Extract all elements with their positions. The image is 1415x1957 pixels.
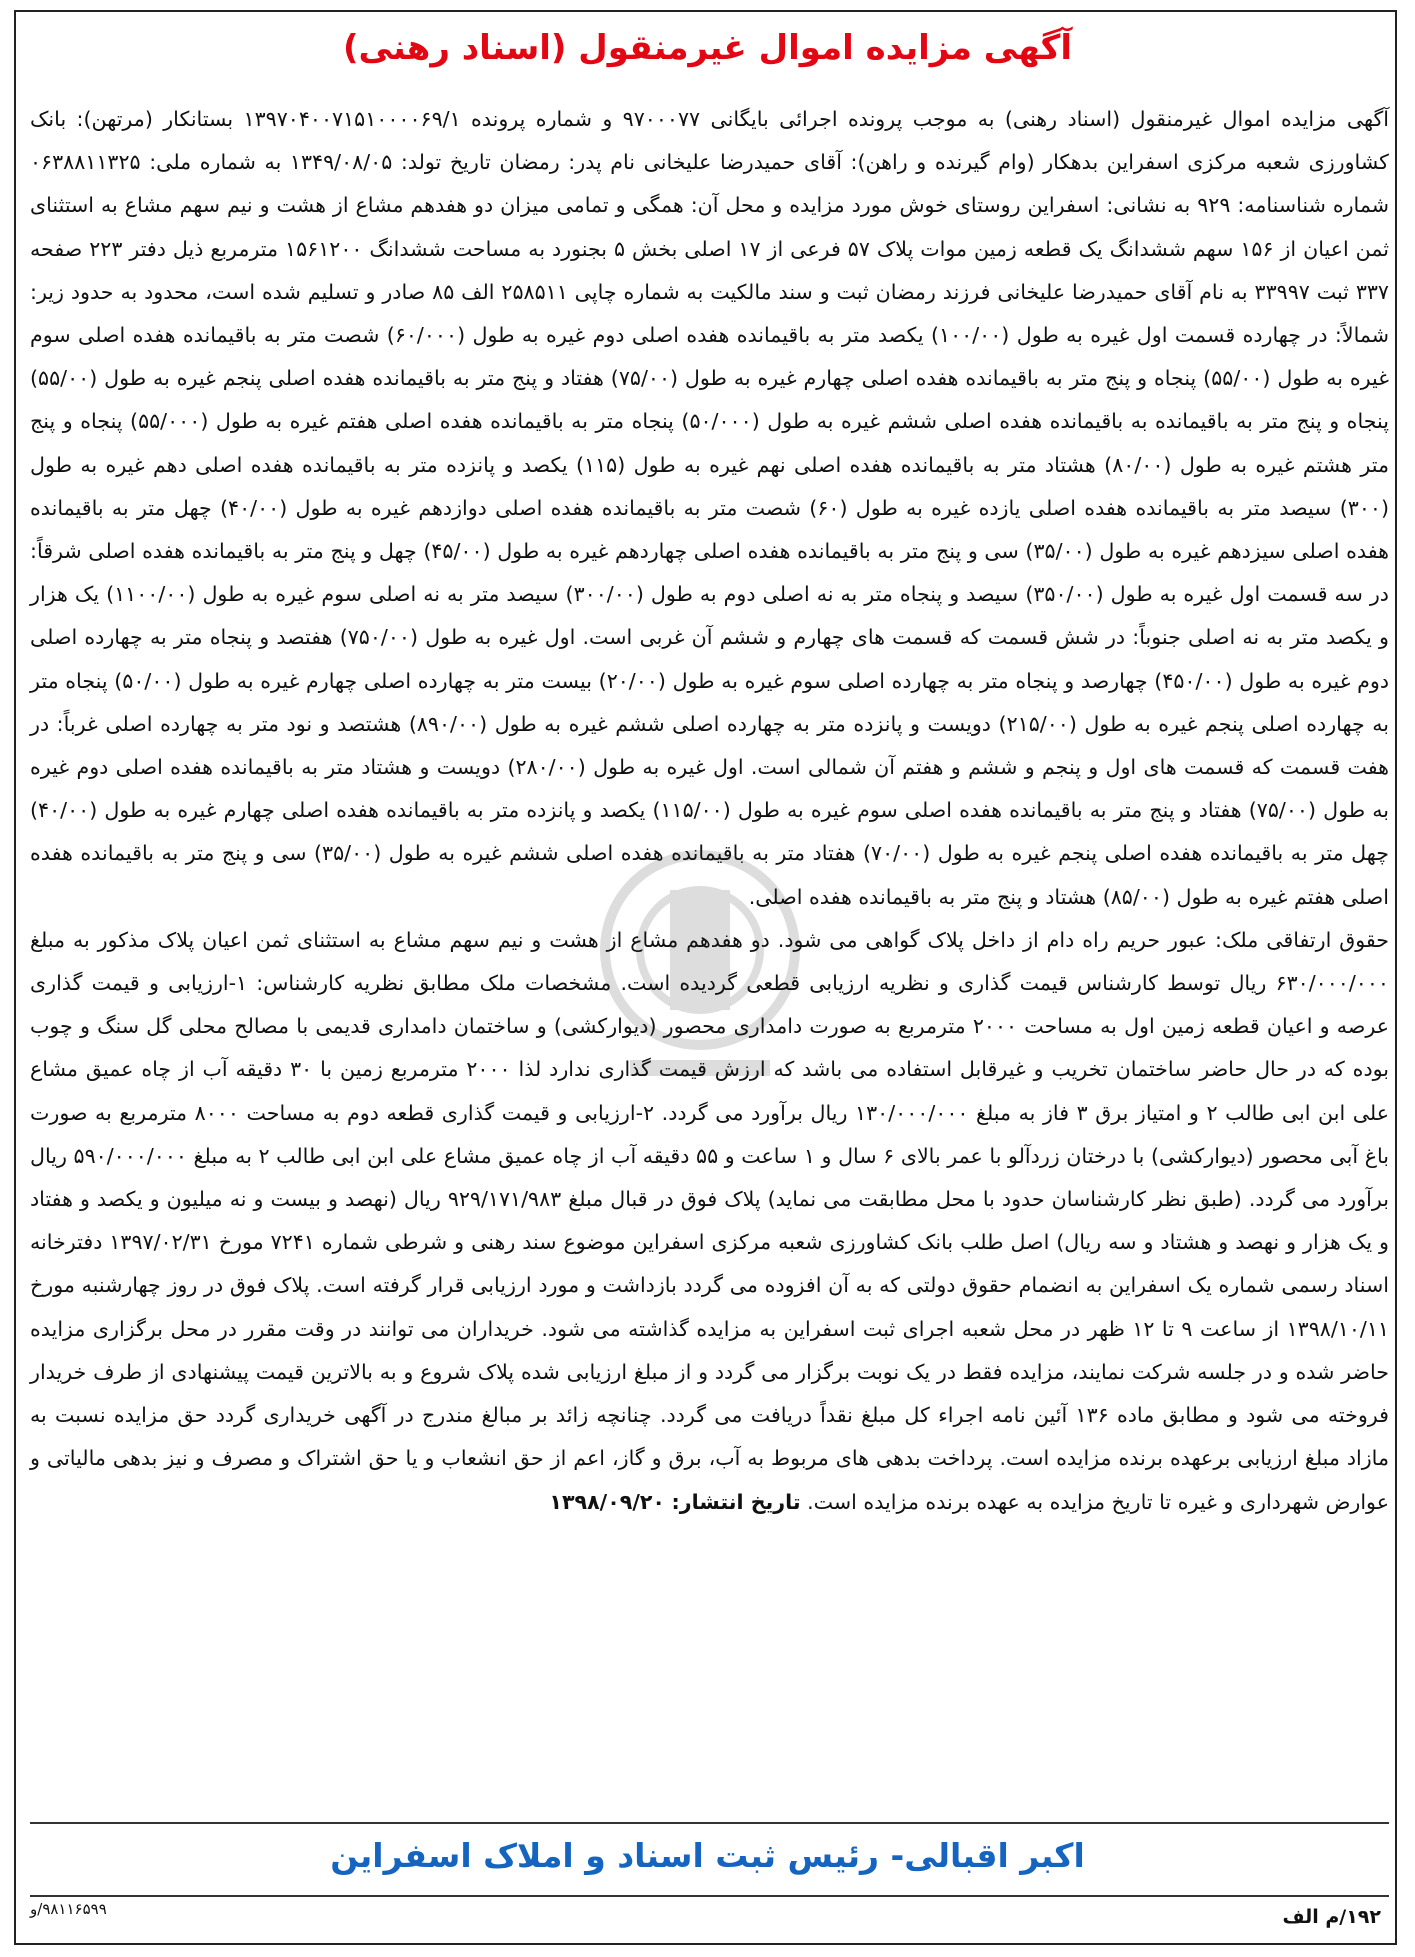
- notice-paragraph-2: حقوق ارتفاقی ملک: عبور حریم راه دام از داخل پلاک گواهی می شود. دو هفدهم مشاع از هشت و نیم سهم مشاع به استثنای ثمن اعیان پلاک مذکور به مبلغ ۶۳۰/۰۰۰/۰۰۰ ریال توسط کارشناس قیمت گذاری و نظریه ارزیابی قطعی گردیده است. مشخصات ملک مطابق نظریه کارشناس: ۱-ارزیابی و قیمت گذاری عرصه و اعیان قطعه زمین اول به مساحت ۲۰۰۰ مترمربع به صورت دامداری محصور (دیوارکشی) و ساختمان دامداری قدیمی با مصالح محلی گل سنگ و چوب بوده که در حال حاضر ساختمان تخریب و غیرقابل استفاده می باشد که ارزش قیمت گذاری ندارد لذا ۲۰۰۰ مترمربع زمین با ۳۰ دقیقه آب از چاه عمیق مشاع علی ابن ابی طالب ۲ و امتیاز برق ۳ فاز به مبلغ ۱۳۰/۰۰۰/۰۰۰ ریال برآورد می گردد. ۲-ارزیابی و قیمت گذاری قطعه دوم به مساحت ۸۰۰۰ مترمربع به صورت باغ آبی محصور (دیوارکشی) با درختان زردآلو با عمر بالای ۶ سال و ۱ ساعت و ۵۵ دقیقه آب از چاه عمیق مشاع علی ابن ابی طالب ۲ به مبلغ ۵۹۰/۰۰۰/۰۰۰ ریال برآورد می گردد. (طبق نظر کارشناسان حدود با محل مطابقت می نماید) پلاک فوق در قبال مبلغ ۹۲۹/۱۷۱/۹۸۳ ریال (نهصد و بیست و نه میلیون و یکصد و هفتاد و یک هزار و نهصد و هشتاد و سه ریال) اصل طلب بانک کشاورزی شعبه مرکزی اسفراین موضوع سند رهنی و شرطی شماره ۷۲۴۱ مورخ ۱۳۹۷/۰۲/۳۱ دفترخانه اسناد رسمی شماره یک اسفراین به انضمام حقوق دولتی که به آن افزوده می گردد بازداشت و مورد ارزیابی قرار گرفته است. پلاک فوق در روز چهارشنبه مورخ ۱۳۹۸/۱۰/۱۱ از ساعت ۹ تا ۱۲ ظهر در محل شعبه اجرای ثبت اسفراین به مزایده گذاشته می شود. خریداران می توانند در وقت مقرر در محل برگزاری مزایده حاضر شده و در جلسه شرکت نمایند، مزایده فقط در یک نوبت برگزار می گردد و از مبلغ ارزیابی شده پلاک شروع و به بالاترین قیمت پیشنهادی از طرف خریدار فروخته می شود و مطابق ماده ۱۳۶ آئین نامه اجراء کل مبلغ نقداً دریافت می گردد. چنانچه زائد بر مبالغ مندرج در آگهی خریداری گردد حق مزایده نسبت به مازاد مبلغ ارزیابی برعهده برنده مزایده است. پرداخت بدهی های مربوط به آب، برق و گاز، اعم از حق انشعاب و یا حق اشتراک و مصرف و نیز بدهی مالیاتی و عوارض شهرداری و غیره تا تاریخ مزایده به عهده برنده مزایده است.: [30, 927, 1390, 1514]
- footer-divider: [30, 1895, 1389, 1897]
- signature-top-divider: [30, 1822, 1389, 1824]
- notice-paragraph-1: آگهی مزایده اموال غیرمنقول (اسناد رهنی) به موجب پرونده اجرائی بایگانی ۹۷۰۰۰۷۷ و شماره پرونده ۱۳۹۷۰۴۰۰۷۱۵۱۰۰۰۰۶۹/۱ بستانکار (مرتهن): بانک کشاورزی شعبه مرکزی اسفراین بدهکار (وام گیرنده و راهن): آقای حمیدرضا علیخانی نام پدر: رمضان تاریخ تولد: ۱۳۴۹/۰۸/۰۵ به شماره ملی: ۰۶۳۸۸۱۱۳۲۵ شماره شناسنامه: ۹۲۹ به نشانی: اسفراین روستای خوش مورد مزایده و محل آن: همگی و تمامی میزان دو هفدهم مشاع از هشت و نیم سهم مشاع به استثنای ثمن اعیان از ۱۵۶ سهم ششدانگ یک قطعه زمین موات پلاک ۵۷ فرعی از ۱۷ اصلی بخش ۵ بجنورد به مساحت ششدانگ ۱۵۶۱۲۰۰ مترمربع ذیل دفتر ۲۲۳ صفحه ۳۳۷ ثبت ۳۳۹۹۷ به نام آقای حمیدرضا علیخانی فرزند رمضان ثبت و سند مالکیت به شماره چاپی ۲۵۸۵۱۱ الف ۸۵ صادر و تسلیم شده است، محدود به حدود زیر: شمالاً: در چهارده قسمت اول غیره به طول (۱۰۰/۰۰) یکصد متر به باقیمانده هفده اصلی دوم غیره به طول (۶۰/۰۰۰) شصت متر به باقیمانده هفده اصلی سوم غیره به طول (۵۵/۰۰) پنجاه و پنج متر به باقیمانده هفده اصلی چهارم غیره به طول (۷۵/۰۰) هفتاد و پنج متر به باقیمانده هفده اصلی پنجم غیره به طول (۵۵/۰۰) پنجاه و پنج متر به باقیمانده به باقیمانده هفده اصلی ششم غیره به طول (۵۰/۰۰۰) پنجاه متر به باقیمانده هفده اصلی هفتم غیره به طول (۵۵/۰۰۰) پنجاه و پنج متر هشتم غیره به طول (۸۰/۰۰) هشتاد متر به باقیمانده هفده اصلی نهم غیره به طول (۱۱۵) یکصد و پانزده متر به باقیمانده هفده اصلی دهم غیره به طول (۳۰۰) سیصد متر به باقیمانده هفده اصلی یازده غیره به طول (۶۰) شصت متر به باقیمانده هفده اصلی دوازدهم غیره به طول (۴۰/۰۰) چهل متر به باقیمانده هفده اصلی سیزدهم غیره به طول (۳۵/۰۰) سی و پنج متر به باقیمانده هفده اصلی چهاردهم غیره به طول (۴۵/۰۰) چهل و پنج متر به باقیمانده هفده اصلی شرقاً: در سه قسمت اول غیره به طول (۳۵۰/۰۰) سیصد و پنجاه متر به نه اصلی دوم به طول (۳۰۰/۰۰) سیصد متر به نه اصلی سوم غیره به طول (۱۱۰۰/۰۰) یک هزار و یکصد متر به نه اصلی جنوباً: در شش قسمت که قسمت های چهارم و ششم آن غربی است. اول غیره به طول (۷۵۰/۰۰) هفتصد و پنجاه متر به چهارده اصلی دوم غیره به طول (۴۵۰/۰۰) چهارصد و پنجاه متر به چهارده اصلی سوم غیره به طول (۲۰/۰۰) بیست متر به چهارده اصلی چهارم غیره به طول (۵۰/۰۰) پنجاه متر به چهارده اصلی پنجم غیره به طول (۲۱۵/۰۰) دویست و پانزده متر به چهارده اصلی ششم غیره به طول (۸۹۰/۰۰) هشتصد و نود متر به چهارده اصلی غرباً: در هفت قسمت که قسمت های اول و پنجم و ششم و هفتم آن شمالی است. اول غیره به طول (۲۸۰/۰۰) دویست و هشتاد متر به باقیمانده هفده اصلی دوم غیره به طول (۷۵/۰۰) هفتاد و پنج متر به باقیمانده هفده اصلی سوم غیره به طول (۱۱۵/۰۰) یکصد و پانزده متر به باقیمانده هفده اصلی چهارم غیره به طول (۴۰/۰۰) چهل متر به باقیمانده هفده اصلی پنجم غیره به طول (۷۰/۰۰) هفتاد متر به باقیمانده هفده اصلی ششم غیره به طول (۳۵/۰۰) سی و پنج متر به باقیمانده هفده اصلی هفتم غیره به طول (۸۵/۰۰) هشتاد و پنج متر به باقیمانده هفده اصلی.: [30, 107, 1390, 909]
- notice-title: آگهی مزایده اموال غیرمنقول (اسناد رهنی): [342, 28, 1073, 68]
- publish-date: ۱۳۹۸/۰۹/۲۰: [549, 1489, 665, 1514]
- publication-code: ۹۸۱۱۶۵۹۹/و: [30, 1900, 107, 1918]
- notice-code: ۱۹۲/م الف: [1282, 1906, 1381, 1928]
- notice-body: [30, 98, 1389, 1524]
- publish-date-label: تاریخ انتشار:: [671, 1489, 801, 1514]
- signature: اکبر اقبالی- رئیس ثبت اسناد و املاک اسفراین: [330, 1836, 1085, 1875]
